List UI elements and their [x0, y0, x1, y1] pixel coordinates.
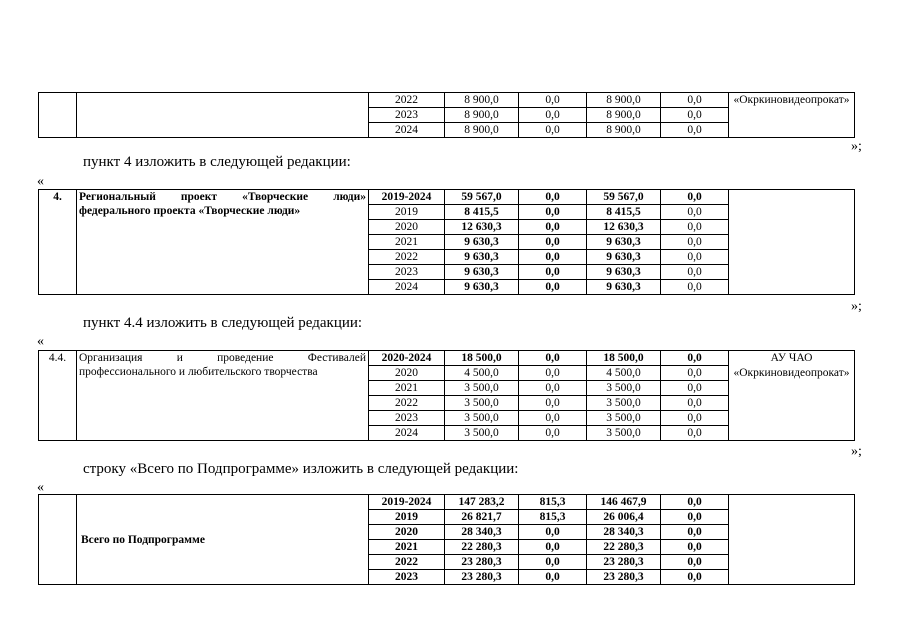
cell-total: 59 567,0: [445, 190, 519, 205]
cell-other: 0,0: [661, 525, 729, 540]
opening-quote: «: [37, 480, 44, 495]
cell-regional: 146 467,9: [587, 495, 661, 510]
cell-other: 0,0: [661, 205, 729, 220]
cell-other: 0,0: [661, 265, 729, 280]
cell-total: 12 630,3: [445, 220, 519, 235]
cell-federal: 0,0: [519, 280, 587, 295]
cell-federal: 0,0: [519, 525, 587, 540]
cell-other: 0,0: [661, 426, 729, 441]
cell-federal: 0,0: [519, 570, 587, 585]
cell-regional: 23 280,3: [587, 570, 661, 585]
cell-other: 0,0: [661, 250, 729, 265]
item-name-line: Региональный проект «Творческие люди»: [79, 191, 366, 203]
cell-federal: 0,0: [519, 396, 587, 411]
cell-year: 2019-2024: [369, 495, 445, 510]
cell-year: 2020-2024: [369, 351, 445, 366]
cell-total: 3 500,0: [445, 411, 519, 426]
cell-total: 8 900,0: [445, 93, 519, 108]
cell-federal: 0,0: [519, 381, 587, 396]
cell-other: 0,0: [661, 540, 729, 555]
cell-total: 9 630,3: [445, 235, 519, 250]
item-name-line: профессионального и любительского творчества: [79, 366, 318, 378]
cell-federal: 0,0: [519, 366, 587, 381]
cell-federal: 0,0: [519, 351, 587, 366]
cell-year: 2021: [369, 381, 445, 396]
cell-empty: [39, 93, 77, 138]
cell-other: 0,0: [661, 366, 729, 381]
cell-regional: 12 630,3: [587, 220, 661, 235]
table-continuation: [38, 92, 855, 138]
cell-year: 2020: [369, 220, 445, 235]
cell-total: 8 900,0: [445, 108, 519, 123]
cell-other: 0,0: [661, 396, 729, 411]
cell-year: 2019: [369, 510, 445, 525]
cell-total: 28 340,3: [445, 525, 519, 540]
cell-federal: 0,0: [519, 93, 587, 108]
item-name-line: федерального проекта «Творческие люди»: [79, 205, 301, 217]
cell-other: 0,0: [661, 510, 729, 525]
cell-other: 0,0: [661, 411, 729, 426]
cell-item-name: [77, 351, 369, 441]
cell-regional: 9 630,3: [587, 265, 661, 280]
cell-other: 0,0: [661, 570, 729, 585]
cell-total: 147 283,2: [445, 495, 519, 510]
cell-regional: 9 630,3: [587, 235, 661, 250]
cell-total: 26 821,7: [445, 510, 519, 525]
cell-executor: «Окркиновидеопрокат»: [729, 93, 855, 138]
closing-quote: »;: [851, 139, 862, 154]
cell-other: 0,0: [661, 555, 729, 570]
cell-other: 0,0: [661, 123, 729, 138]
instruction-paragraph: пункт 4 изложить в следующей редакции:: [83, 154, 351, 170]
cell-year: 2022: [369, 555, 445, 570]
cell-item-name: [77, 190, 369, 295]
cell-total: 23 280,3: [445, 570, 519, 585]
cell-other: 0,0: [661, 351, 729, 366]
cell-year: 2023: [369, 108, 445, 123]
cell-regional: 9 630,3: [587, 280, 661, 295]
cell-total: 8 900,0: [445, 123, 519, 138]
cell-federal: 0,0: [519, 205, 587, 220]
cell-regional: 28 340,3: [587, 525, 661, 540]
closing-quote: »;: [851, 444, 862, 459]
cell-total-name: Всего по Подпрограмме: [77, 495, 369, 585]
cell-regional: 9 630,3: [587, 250, 661, 265]
table-subprogram-total: [38, 494, 855, 585]
cell-federal: 0,0: [519, 540, 587, 555]
cell-other: 0,0: [661, 93, 729, 108]
cell-regional: 22 280,3: [587, 540, 661, 555]
table-item-4: [38, 189, 855, 295]
cell-federal: 0,0: [519, 190, 587, 205]
cell-year: 2023: [369, 411, 445, 426]
cell-total: 18 500,0: [445, 351, 519, 366]
cell-year: 2019-2024: [369, 190, 445, 205]
cell-year: 2019: [369, 205, 445, 220]
cell-executor: [729, 190, 855, 295]
cell-total: 3 500,0: [445, 381, 519, 396]
cell-other: 0,0: [661, 220, 729, 235]
cell-total: 9 630,3: [445, 265, 519, 280]
cell-year: 2022: [369, 396, 445, 411]
cell-federal: 0,0: [519, 426, 587, 441]
cell-executor: [729, 351, 855, 441]
opening-quote: «: [37, 174, 44, 189]
cell-regional: 3 500,0: [587, 381, 661, 396]
cell-total: 23 280,3: [445, 555, 519, 570]
cell-federal: 815,3: [519, 510, 587, 525]
cell-year: 2021: [369, 540, 445, 555]
cell-total: 8 415,5: [445, 205, 519, 220]
instruction-paragraph: пункт 4.4 изложить в следующей редакции:: [83, 315, 363, 331]
cell-federal: 0,0: [519, 220, 587, 235]
cell-other: 0,0: [661, 190, 729, 205]
cell-year: 2022: [369, 250, 445, 265]
cell-year: 2022: [369, 93, 445, 108]
opening-quote: «: [37, 334, 44, 349]
cell-year: 2020: [369, 525, 445, 540]
cell-regional: 18 500,0: [587, 351, 661, 366]
cell-total: 9 630,3: [445, 250, 519, 265]
cell-year: 2020: [369, 366, 445, 381]
cell-year: 2024: [369, 280, 445, 295]
cell-other: 0,0: [661, 495, 729, 510]
cell-year: 2024: [369, 426, 445, 441]
executor-line: «Окркиновидеопрокат»: [733, 367, 850, 379]
cell-year: 2021: [369, 235, 445, 250]
cell-federal: 0,0: [519, 411, 587, 426]
cell-regional: 8 900,0: [587, 108, 661, 123]
item-name-line: Организация и проведение Фестивалей: [79, 352, 366, 364]
cell-total: 22 280,3: [445, 540, 519, 555]
cell-total: 9 630,3: [445, 280, 519, 295]
cell-regional: 3 500,0: [587, 411, 661, 426]
cell-regional: 23 280,3: [587, 555, 661, 570]
executor-line: АУ ЧАО: [770, 352, 813, 364]
instruction-paragraph: строку «Всего по Подпрограмме» изложить в следующей редакции:: [83, 461, 519, 477]
closing-quote: »;: [851, 299, 862, 314]
cell-empty: [77, 93, 369, 138]
cell-other: 0,0: [661, 381, 729, 396]
cell-federal: 0,0: [519, 265, 587, 280]
cell-federal: 0,0: [519, 235, 587, 250]
table-item-4-4: [38, 350, 855, 441]
cell-other: 0,0: [661, 280, 729, 295]
cell-other: 0,0: [661, 235, 729, 250]
cell-empty: [39, 495, 77, 585]
cell-regional: 8 415,5: [587, 205, 661, 220]
cell-federal: 0,0: [519, 555, 587, 570]
cell-total: 3 500,0: [445, 426, 519, 441]
cell-regional: 3 500,0: [587, 396, 661, 411]
cell-regional: 26 006,4: [587, 510, 661, 525]
cell-regional: 3 500,0: [587, 426, 661, 441]
cell-federal: 0,0: [519, 250, 587, 265]
cell-regional: 4 500,0: [587, 366, 661, 381]
cell-executor: [729, 495, 855, 585]
cell-year: 2023: [369, 265, 445, 280]
cell-federal: 0,0: [519, 123, 587, 138]
cell-total: 4 500,0: [445, 366, 519, 381]
cell-other: 0,0: [661, 108, 729, 123]
cell-year: 2023: [369, 570, 445, 585]
cell-total: 3 500,0: [445, 396, 519, 411]
cell-item-number: 4.4.: [39, 351, 77, 441]
cell-regional: 8 900,0: [587, 93, 661, 108]
cell-federal: 0,0: [519, 108, 587, 123]
cell-item-number: 4.: [39, 190, 77, 295]
cell-year: 2024: [369, 123, 445, 138]
cell-regional: 59 567,0: [587, 190, 661, 205]
cell-regional: 8 900,0: [587, 123, 661, 138]
cell-federal: 815,3: [519, 495, 587, 510]
